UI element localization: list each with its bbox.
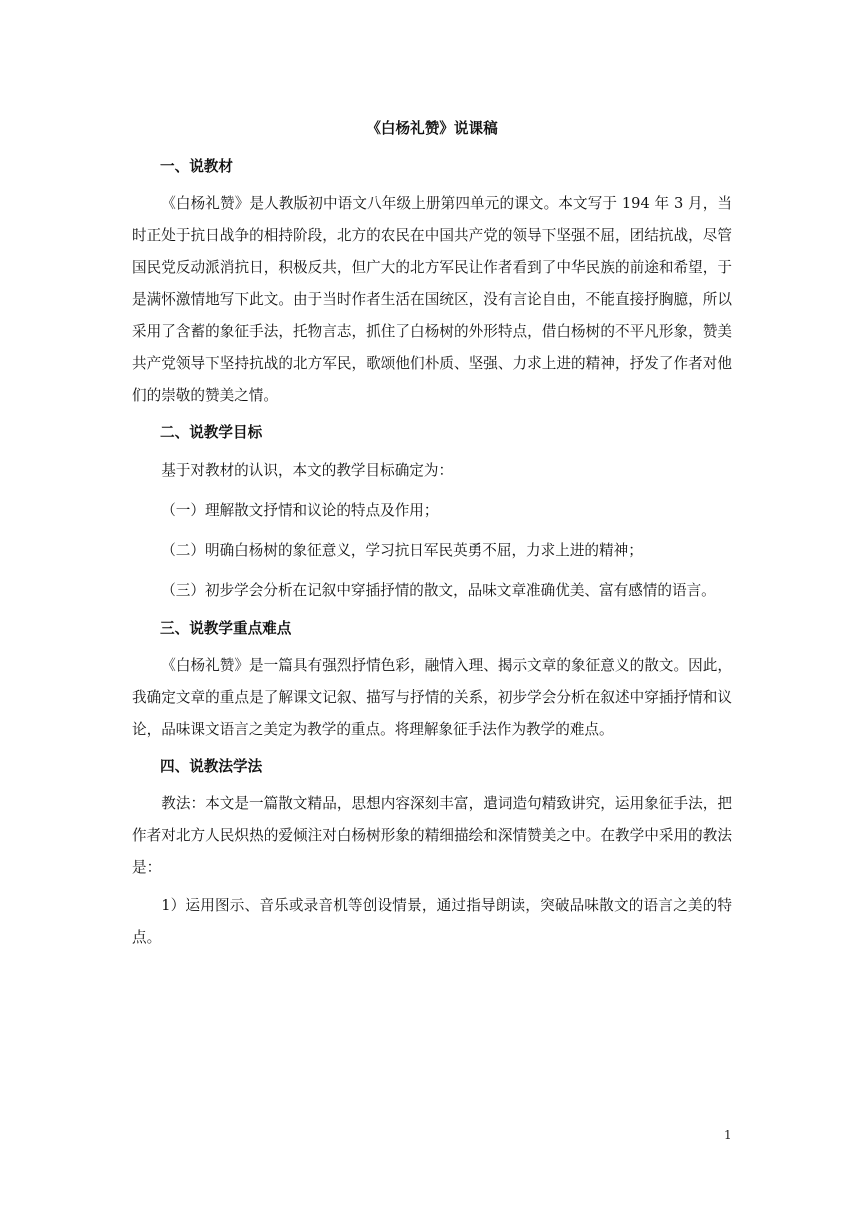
- page-number: 1: [724, 1128, 732, 1142]
- section-heading-objectives: 二、说教学目标: [160, 424, 263, 441]
- objective-item-1: （一）理解散文抒情和议论的特点及作用；: [161, 502, 439, 519]
- paragraph-objectives-intro: 基于对教材的认识，本文的教学目标确定为：: [161, 462, 454, 479]
- section-heading-key-points: 三、说教学重点难点: [160, 620, 292, 637]
- paragraph-key-points: 《白杨礼赞》是一篇具有强烈抒情色彩，融情入理、揭示文章的象征意义的散文。因此，我确定文章的重点是了解课文记叙、描写与抒情的关系，初步学会分析在叙述中穿插抒情和议论，品味课文语言之美定为教学的重点。将理解象征手法作为教学的难点。: [132, 657, 732, 738]
- objective-item-3: （三）初步学会分析在记叙中穿插抒情的散文，品味文章准确优美、富有感情的语言。: [161, 582, 716, 599]
- document-title: 《白杨礼赞》说课稿: [366, 120, 498, 137]
- objective-item-2: （二）明确白杨树的象征意义，学习抗日军民英勇不屈，力求上进的精神；: [161, 542, 643, 559]
- paragraph-textbook-intro: 《白杨礼赞》是人教版初中语文八年级上册第四单元的课文。本文写于 194 年 3 月，当时正处于抗日战争的相持阶段，北方的农民在中国共产党的领导下坚强不屈，团结抗战，尽管国民党反动派消抗日，积极反共，但广大的北方军民让作者看到了中华民族的前途和希望，于是满怀激情地写下此文。由于当时作者生活在国统区，没有言论自由，不能直接抒胸臆，所以采用了含蓄的象征手法，托物言志，抓住了白杨树的外形特点，借白杨树的不平凡形象，赞美共产党领导下坚持抗战的北方军民，歌颂他们朴质、坚强、力求上进的精神，抒发了作者对他们的崇敬的赞美之情。: [132, 195, 732, 404]
- paragraph-method-item-1: 1）运用图示、音乐或录音机等创设情景，通过指导朗读，突破品味散文的语言之美的特点。: [132, 897, 732, 946]
- section-heading-methods: 四、说教法学法: [160, 758, 263, 775]
- paragraph-teaching-methods: 教法：本文是一篇散文精品，思想内容深刻丰富，遣词造句精致讲究，运用象征手法，把作者对北方人民炽热的爱倾注对白杨树形象的精细描绘和深情赞美之中。在教学中采用的教法是：: [132, 795, 732, 876]
- section-heading-textbook: 一、说教材: [160, 158, 233, 175]
- document-body: [132, 116, 732, 960]
